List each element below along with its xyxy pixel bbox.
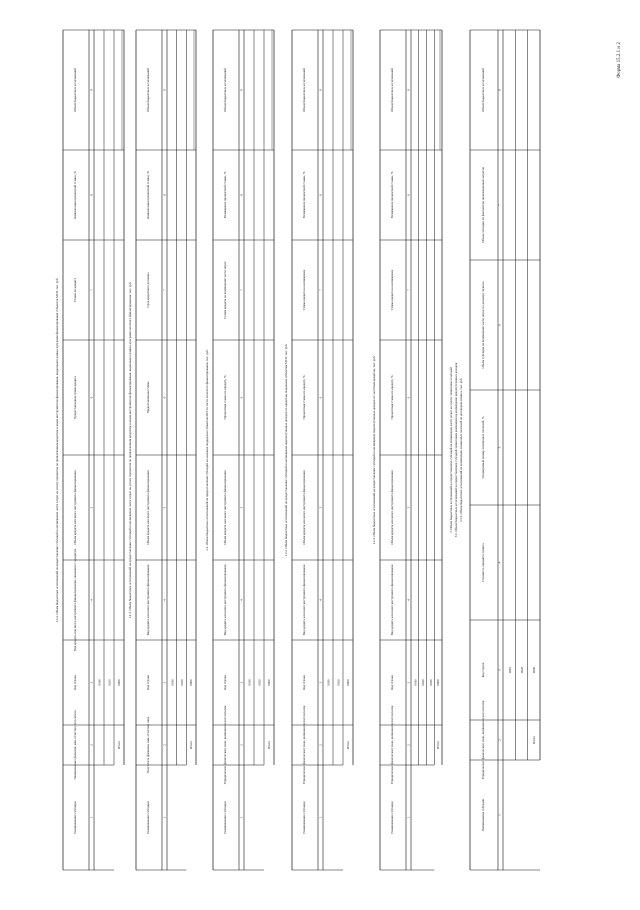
- section-heading: 2.1.2. Объем бюджетных ассигнований на предоставление субсидий на возмещение части затрат на уплату процентов по привлеченным кредитам и иным инструментам финансирования, выданным в рамках программ финансирования субъектов МСП, тыс. руб.: [55, 277, 59, 623]
- column-number: 9: [239, 89, 244, 91]
- row-code: 0010: [326, 679, 331, 686]
- column-number: 4: [239, 599, 244, 601]
- column-header: Процентная ставка по кредиту, %: [223, 375, 227, 420]
- total-label: Итого: [117, 740, 121, 750]
- column-header: Сумма кредита на возмещение: [302, 269, 306, 311]
- column-number: 6: [318, 396, 323, 399]
- column-number: 1: [318, 816, 323, 819]
- note-line: 3.1. Объем бюджетных ассигнований на предоставление субсидий лизинговым компаниям на возмещение недополученных доходов: [454, 362, 458, 538]
- column-header: Объем бюджетных ассигнований: [390, 68, 394, 112]
- column-header: Сумма кредита на возмещение: [390, 269, 394, 311]
- column-number: 3: [318, 681, 323, 684]
- row-code: 0010: [507, 666, 512, 674]
- row-code: 0020: [257, 679, 262, 686]
- column-number: 1: [89, 816, 94, 819]
- row-code: 0010: [413, 679, 418, 686]
- column-header: Объем бюджетных ассигнований: [302, 68, 306, 112]
- column-number: 4: [89, 599, 94, 601]
- column-number: 8: [497, 89, 502, 91]
- column-header: Возмещение процентной ставки, %: [223, 171, 227, 219]
- column-header: Объем бюджетных ассигнований: [481, 68, 485, 112]
- total-label: Итого: [189, 740, 194, 750]
- total-code: 9000: [267, 679, 271, 686]
- column-header: Предоставленная сумма: [146, 381, 150, 414]
- column-number: 4: [318, 599, 323, 601]
- column-number: 3: [239, 681, 244, 684]
- column-number: 8: [406, 194, 411, 196]
- column-header: Стоимость предмета лизинга: [481, 543, 485, 582]
- column-number: 9: [89, 89, 94, 91]
- column-number: 2: [162, 744, 167, 746]
- column-header: Процентная ставка по кредиту, %: [302, 375, 306, 420]
- row-code: 0020: [336, 679, 341, 686]
- column-header: Возмещение процентной ставки, %: [302, 171, 306, 219]
- column-header: Компенсация процентной ставки, %: [146, 171, 150, 219]
- note-line: 3. Объем бюджетных ассигнований на предоставление субсидий на возмещение части затрат на уплату лизинговых платежей: [449, 367, 453, 533]
- column-header: Юридическое (физическое) лицо, являющееся получателем: [390, 705, 394, 785]
- total-code: 9000: [117, 679, 121, 686]
- column-number: 3: [162, 681, 167, 684]
- column-number: 2: [239, 744, 244, 746]
- column-number: 6: [406, 396, 411, 399]
- column-number: 5: [162, 506, 167, 509]
- total-code: 9000: [346, 679, 350, 686]
- column-number: 1: [239, 816, 244, 819]
- column-header: Объем кредита или иного инструмента финансирования: [302, 470, 306, 545]
- column-number: 1: [162, 816, 167, 819]
- column-header: Компенсация процентной ставки, %: [73, 171, 77, 219]
- column-header: Вид кредита или иного инструмента финансирования: [146, 564, 150, 636]
- column-number: 3: [497, 669, 502, 671]
- total-code: 9000: [189, 679, 194, 686]
- column-number: 6: [497, 324, 502, 326]
- column-number: 7: [89, 289, 94, 291]
- column-number: 4: [406, 599, 411, 601]
- column-header: Объем бюджетных ассигнований: [73, 68, 77, 112]
- column-number: 7: [239, 289, 244, 291]
- column-number: 4: [497, 561, 502, 564]
- column-header: Код строки: [146, 675, 150, 690]
- column-number: 5: [318, 506, 323, 509]
- total-label: Итого: [267, 740, 271, 750]
- column-number: 7: [406, 289, 411, 291]
- column-number: 7: [497, 204, 502, 206]
- column-header: Вид кредита или иного инструмента финансирования: [223, 564, 227, 636]
- total-code: 9000: [436, 679, 441, 686]
- total-label: Итого: [531, 735, 536, 745]
- column-number: 6: [239, 396, 244, 399]
- column-number: 5: [239, 506, 244, 509]
- row-code: 0020: [520, 666, 525, 674]
- column-header: Вид кредита или иного инструмента финансирования, связанного с кредитом: [73, 548, 77, 652]
- column-number: 8: [239, 194, 244, 196]
- column-header: Планируемый размер лизинговых платежей, %: [481, 416, 485, 479]
- column-header: Наименование субсидии: [390, 801, 394, 834]
- column-header: Код строки: [481, 662, 485, 678]
- column-header: Объем кредита или иного инструмента финансирования: [223, 470, 227, 545]
- column-number: 6: [162, 396, 167, 399]
- total-label: Итого: [346, 740, 350, 750]
- column-number: 3: [89, 681, 94, 684]
- column-number: 7: [162, 289, 167, 291]
- column-number: 3: [406, 681, 411, 684]
- column-header: Объем бюджетных ассигнований: [223, 68, 227, 112]
- column-header: Код строки: [390, 675, 394, 690]
- section-heading: 2.2.3. Объем бюджетных ассигнований на предоставление субсидий на возмещение недополученных доходов по льготным кредитам, тыс. руб.: [372, 355, 376, 545]
- row-code: 0020: [421, 679, 426, 686]
- column-number: 2: [406, 744, 411, 746]
- column-header: Сумма кредита на возмещение части затрат: [223, 261, 227, 319]
- total-code: 9000: [531, 666, 536, 674]
- column-header: Код строки: [302, 675, 306, 690]
- column-header: Объем субсидии по фактически произведенным затратам: [481, 167, 485, 243]
- column-number: 5: [406, 506, 411, 509]
- column-header: Вид кредита или иного инструмента финансирования: [390, 564, 394, 636]
- column-header: Объем субсидии на возмещение части затрат по договору лизинга: [481, 281, 485, 369]
- column-header: Получатель (фамилия, имя, отчество) лица: [146, 716, 150, 774]
- row-code: 0010: [247, 679, 252, 686]
- column-number: 5: [89, 506, 94, 509]
- row-code: 0020: [179, 679, 184, 686]
- column-number: 1: [406, 816, 411, 819]
- column-number: 2: [89, 744, 94, 746]
- column-header: Код строки: [223, 675, 227, 690]
- column-number: 5: [497, 446, 502, 449]
- column-header: Юридическое (физическое) лицо, являющееся получателем: [481, 700, 485, 780]
- column-number: 7: [318, 289, 323, 291]
- column-header: Процентная ставка по кредиту, %: [390, 375, 394, 420]
- column-header: Наименование (фамилия, имя, отчество) получателя: [73, 710, 77, 780]
- section-heading: 2.1.3. Объем бюджетных ассигнований на предоставление субсидий на возмещение части затрат на уплату процентов по привлеченным кредитам и иным инструментам финансирования, выданным в рамках программ льготного финансирования, тыс. руб.: [128, 281, 132, 619]
- column-header: Юридическое (физическое) лицо, являющееся получателем: [223, 705, 227, 785]
- row-code: 0010: [170, 679, 175, 686]
- column-number: 9: [406, 89, 411, 91]
- column-header: Код строки: [73, 675, 77, 690]
- column-header: Возмещение процентной ставки, %: [390, 171, 394, 219]
- row-code: 0030: [428, 679, 433, 686]
- column-header: Ставка по кредиту: [73, 277, 77, 303]
- column-header: Наименование субсидии: [481, 798, 485, 832]
- column-header: Юридическое (физическое) лицо, являющееся получателем: [302, 705, 306, 785]
- note-line: 3.1.1. Объем бюджетных ассигнований на возмещение лизинговых платежей по договорам лизинга, тыс. руб.: [459, 377, 463, 523]
- section-heading: 2.2.2. Объем бюджетных ассигнований на предоставление субсидий на возмещение недополученных доходов по кредитам, выданным субъектам МСП, тыс. руб.: [284, 343, 288, 557]
- column-header: Вид кредита или иного инструмента финансирования: [302, 564, 306, 636]
- column-header: Объем бюджетных ассигнований: [146, 68, 150, 112]
- column-header: Объем кредита или иного инструмента финансирования: [390, 470, 394, 545]
- column-header: Срок кредитного договора: [146, 272, 150, 308]
- column-header: Объем кредита или иного инструмента финансирования: [146, 470, 150, 545]
- column-header: Наименование субсидии: [146, 801, 150, 834]
- column-header: Наименование субсидии: [302, 801, 306, 834]
- column-header: Предоставленная сумма кредита: [73, 376, 77, 419]
- column-number: 6: [89, 396, 94, 399]
- column-header: Наименование субсидии: [73, 801, 77, 834]
- column-number: 1: [497, 814, 502, 816]
- column-number: 8: [89, 194, 94, 196]
- column-number: 4: [162, 599, 167, 601]
- form-label: Форма 15.2.1 н 2: [617, 42, 622, 78]
- column-header: Наименование субсидии: [223, 801, 227, 834]
- column-number: 8: [318, 194, 323, 196]
- column-number: 8: [162, 194, 167, 196]
- section-heading: 2.2. Объем бюджетных ассигнований на предоставление субсидий на оказание поддержки субъектам МСП в части льготного финансирования, тыс. руб.: [205, 349, 209, 551]
- column-number: 9: [318, 89, 323, 91]
- row-code: 0010: [97, 679, 102, 686]
- total-label: Итого: [436, 740, 441, 750]
- row-code: 0020: [107, 679, 112, 686]
- column-number: 2: [497, 739, 502, 741]
- column-number: 9: [162, 89, 167, 91]
- column-header: Объем кредита или иного инструмента финансирования: [73, 470, 77, 545]
- column-number: 2: [318, 744, 323, 746]
